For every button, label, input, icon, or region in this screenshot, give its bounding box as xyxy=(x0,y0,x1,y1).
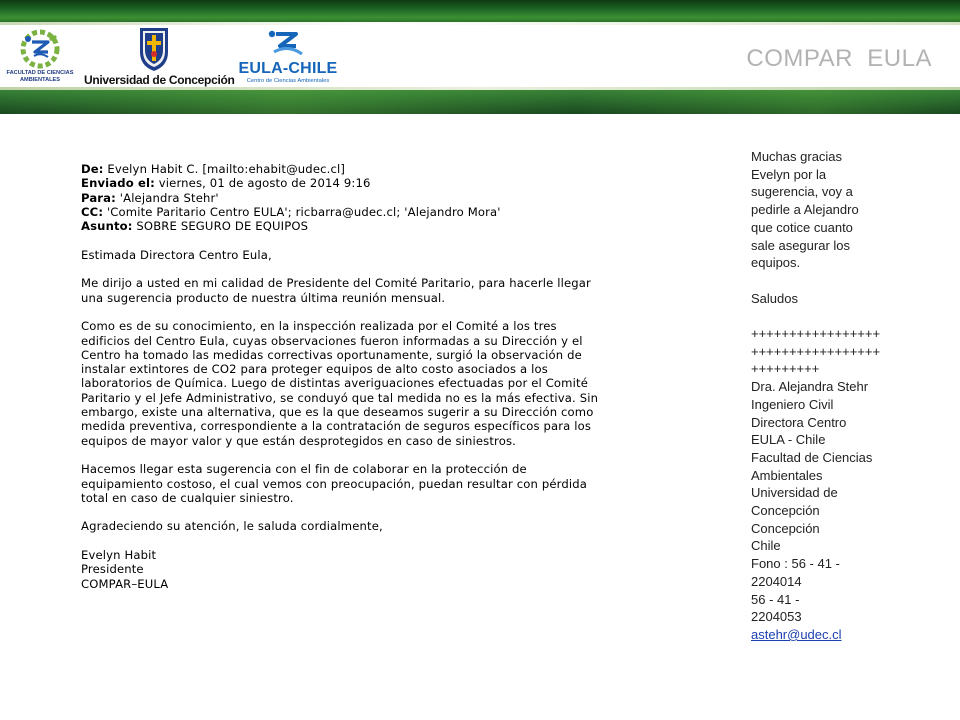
reply-signature: Dra. Alejandra Stehr Ingeniero Civil Directora Centro EULA - Chile Facultad de Ciencias Ambientales Universidad de Concepción Concepción Chile xyxy=(751,379,873,554)
sent-label: Enviado el: xyxy=(81,176,155,191)
cc-label: CC: xyxy=(81,204,104,219)
email-header-to xyxy=(81,191,701,205)
gear-leaf-icon xyxy=(4,28,76,70)
email-letter xyxy=(81,162,701,591)
email-headers xyxy=(81,162,701,233)
university-logo xyxy=(84,26,235,88)
subject-value: SOBRE SEGURO DE EQUIPOS xyxy=(132,219,309,234)
email-greeting: Estimada Directora Centro Eula, xyxy=(81,247,272,262)
reply-phone-1: Fono : 56 - 41 - 2204014 xyxy=(751,556,840,589)
page-title: COMPAR EULA xyxy=(746,45,932,72)
faculty-logo xyxy=(4,28,76,86)
email-header-from xyxy=(81,162,701,176)
reply-separator: +++++++++++++++++ +++++++++++++++++ +++++++++ xyxy=(751,326,881,377)
email-paragraph-1: Me dirijo a usted en mi calidad de Presidente del Comité Paritario, para hacerle llegar una sugerencia producto de nuestra última reunión mensual. xyxy=(81,276,591,305)
reply-spacer-2 xyxy=(751,307,931,325)
university-logo-text: Universidad de Concepción xyxy=(84,73,235,87)
reply-note xyxy=(751,148,931,644)
eula-logo xyxy=(236,28,340,86)
email-signature: Evelyn Habit Presidente COMPAR–EULA xyxy=(81,548,169,591)
faculty-logo-line2: AMBIENTALES xyxy=(20,77,60,83)
reply-phone-2: 56 - 41 - 2204053 xyxy=(751,591,802,625)
email-header-subject xyxy=(81,219,701,233)
subject-label: Asunto: xyxy=(81,219,133,234)
header-bottom-band xyxy=(0,90,960,114)
email-paragraph-3: Hacemos llegar esta sugerencia con el fin de colaborar en la protección de equipamiento costoso, el cual vemos con preocupación, puedan resultar con pérdida total en caso de cualquier siniestro. xyxy=(81,462,588,505)
sent-value: viernes, 01 de agosto de 2014 9:16 xyxy=(154,176,371,191)
eula-swirl-icon xyxy=(236,28,340,60)
faculty-logo-text xyxy=(4,70,76,84)
email-header-cc xyxy=(81,205,701,219)
header-top-band xyxy=(0,0,960,22)
reply-salutation: Saludos xyxy=(751,290,798,306)
cc-value: 'Comite Paritario Centro EULA'; ricbarra@udec.cl; 'Alejandro Mora' xyxy=(103,204,501,219)
university-shield-icon xyxy=(84,26,224,72)
reply-email-link[interactable]: astehr@udec.cl xyxy=(751,626,842,642)
eula-logo-subtitle: Centro de Ciencias Ambientales xyxy=(246,78,330,84)
email-paragraph-2: Como es de su conocimiento, en la inspección realizada por el Comité a los tres edificios del Centro Eula, cuyas observaciones fueron informadas a su Dirección y el Centro ha tomado las medidas correctivas oportunamente, surgió la observación de instalar extintores de CO2 para proteger equipos de alto costo asociados a los laboratorios de Química. Luego de distintas averiguaciones efectuadas por el Comité Paritario y el Jefe Administrativo, se conduyó que tal medida no es la más efectiva. Sin embargo, existe una alternativa, que es la que deseamos sugerir a su Dirección como medida preventiva, correspondiente a la contratación de seguros específicos para los equipos de mayor valor y que están desprotegidos en caso de siniestros. xyxy=(81,319,599,448)
email-closing: Agradeciendo su atención, le saluda cordialmente, xyxy=(81,519,383,534)
email-header-sent xyxy=(81,176,701,190)
reply-message: Muchas gracias Evelyn por la sugerencia, voy a pedirle a Alejandro que cotice cuanto sale asegurar los equipos. xyxy=(751,149,859,271)
eula-logo-name: EULA-CHILE xyxy=(238,60,338,77)
from-label: De: xyxy=(81,162,104,176)
to-label: Para: xyxy=(81,190,116,205)
from-value: Evelyn Habit C. [mailto:ehabit@udec.cl] xyxy=(103,162,346,176)
to-value: 'Alejandra Stehr' xyxy=(115,190,219,205)
reply-spacer xyxy=(751,272,931,290)
faculty-logo-line1: FACULTAD DE CIENCIAS xyxy=(6,70,74,76)
